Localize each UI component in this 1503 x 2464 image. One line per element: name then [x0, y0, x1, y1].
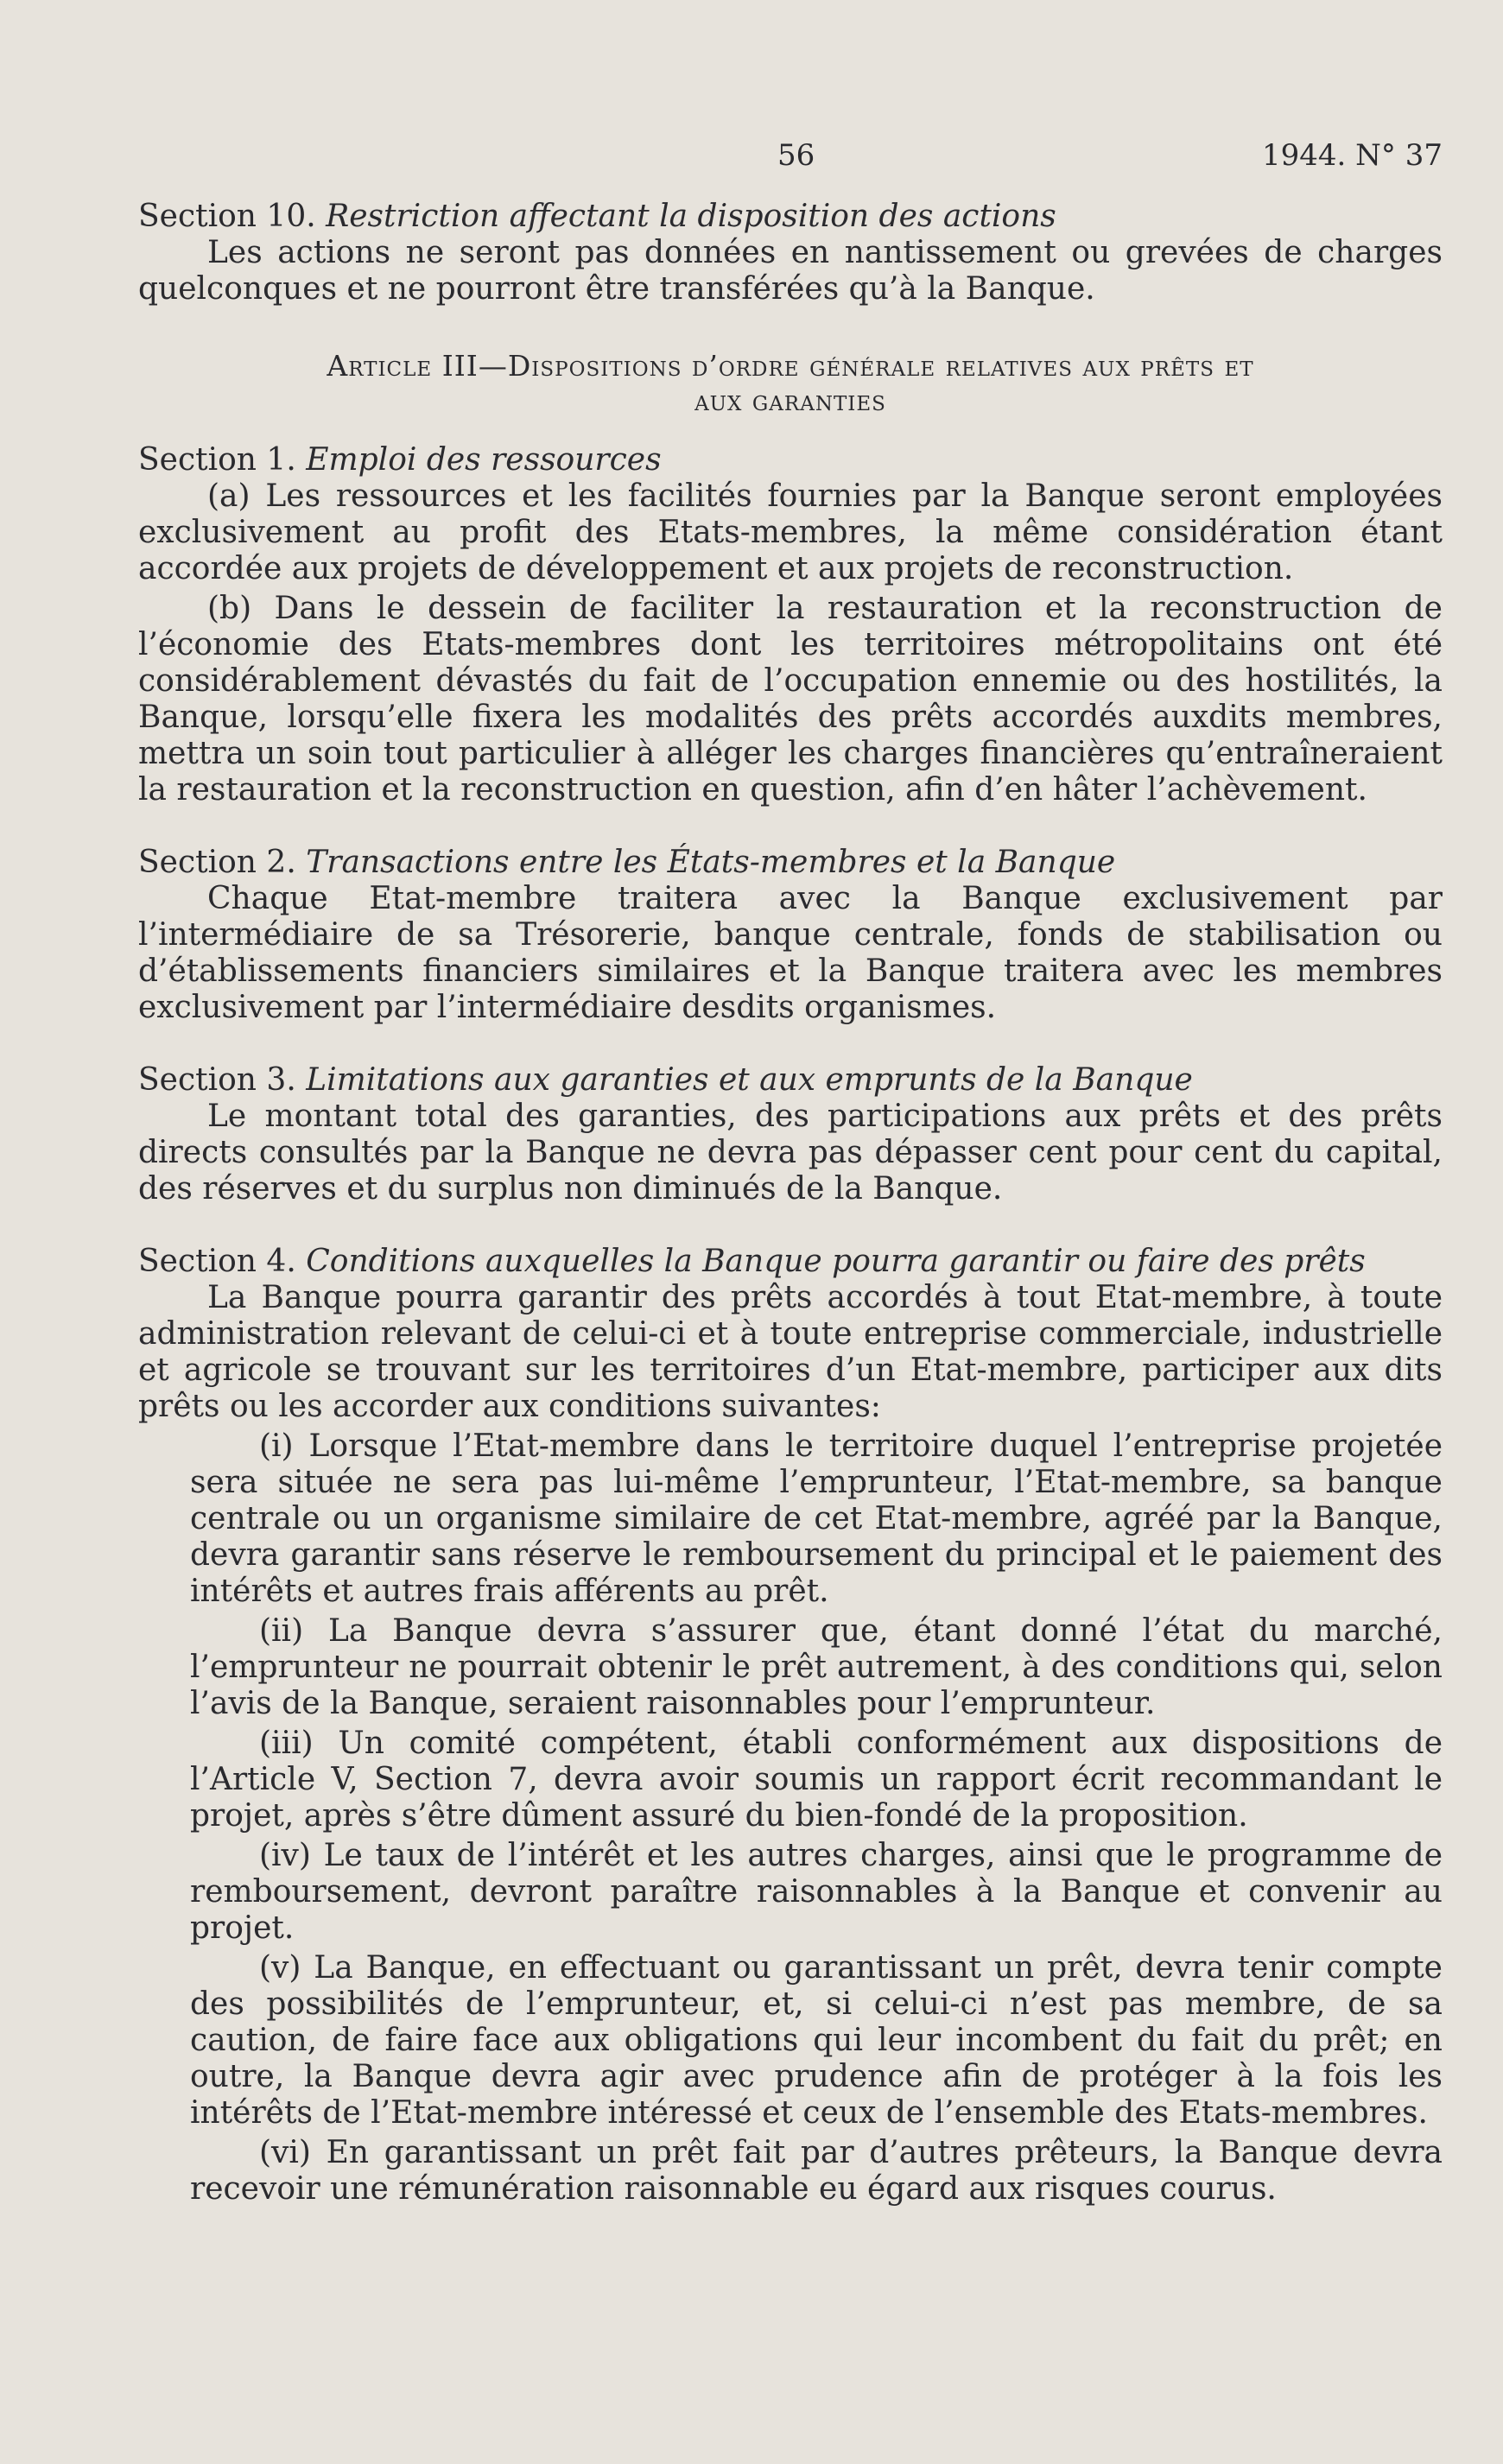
section-10-heading: [138, 199, 1443, 235]
section-4-heading: [138, 1244, 1443, 1280]
section-title: Emploi des ressources: [306, 442, 662, 478]
article-heading-line-1: Article III—Dispositions d’ordre générale relatives aux prêts et: [327, 349, 1254, 383]
section-1-heading: [138, 442, 1443, 478]
page-header: [138, 130, 1443, 181]
section-3-body: Le montant total des garanties, des participations aux prêts et des prêts directs consultés par la Banque ne devra pas dépasser cent pour cent du capital, des réserves et du surplus non diminués de la Banque.: [138, 1099, 1443, 1207]
section-4-item-iv: (iv) Le taux de l’intérêt et les autres charges, ainsi que le programme de remboursement, devront paraître raisonnables à la Banque et convenir au projet.: [190, 1838, 1443, 1946]
article-heading: [138, 349, 1443, 418]
section-2-body: Chaque Etat-membre traitera avec la Banque exclusivement par l’intermédiaire de sa Trésorerie, banque centrale, fonds de stabilisation ou d’établissements financiers similaires et la Banque traitera avec les membres exclusivement par l’intermédiaire desdits organismes.: [138, 881, 1443, 1025]
section-label: Section 4.: [138, 1244, 296, 1279]
section-4-item-vi: (vi) En garantissant un prêt fait par d’autres prêteurs, la Banque devra recevoir une rémunération raisonnable eu égard aux risques courus.: [190, 2135, 1443, 2207]
section-3-heading: [138, 1062, 1443, 1099]
section-4-item-ii: (ii) La Banque devra s’assurer que, étant donné l’état du marché, l’emprunteur ne pourrait obtenir le prêt autrement, à des conditions qui, selon l’avis de la Banque, seraient raisonnables pour l’emprunteur.: [190, 1613, 1443, 1721]
section-label: Section 10.: [138, 199, 316, 234]
page-number: 56: [777, 138, 815, 173]
section-label: Section 2.: [138, 845, 296, 880]
article-heading-line-2: aux garanties: [694, 383, 886, 417]
section-4-item-v: (v) La Banque, en effectuant ou garantissant un prêt, devra tenir compte des possibilités de l’emprunteur, et, si celui-ci n’est pas membre, de sa caution, de faire face aux obligations qui leur incombent du fait du prêt; en outre, la Banque devra agir avec prudence afin de protéger à la fois les intérêts de l’Etat-membre intéressé et ceux de l’ensemble des Etats-membres.: [190, 1950, 1443, 2131]
section-title: Conditions auxquelles la Banque pourra garantir ou faire des prêts: [306, 1244, 1366, 1279]
section-label: Section 1.: [138, 442, 296, 478]
document-body: [138, 199, 1443, 2207]
section-1-para-b: (b) Dans le dessein de faciliter la restauration et la reconstruction de l’économie des Etats-membres dont les territoires métropolitains ont été considérablement dévastés du fait de l’occupation ennemie ou des hostilités, la Banque, lorsqu’elle fixera les modalités des prêts accordés auxdits membres, mettra un soin tout particulier à alléger les charges financières qu’entraîneraient la restauration et la reconstruction en question, afin d’en hâter l’achèvement.: [138, 591, 1443, 808]
section-title: Restriction affectant la disposition des actions: [326, 199, 1056, 234]
section-4-item-iii: (iii) Un comité compétent, établi conformément aux dispositions de l’Article V, Section 7, devra avoir soumis un rapport écrit recommandant le projet, après s’être dûment assuré du bien-fondé de la proposition.: [190, 1726, 1443, 1834]
section-4-item-i: (i) Lorsque l’Etat-membre dans le territoire duquel l’entreprise projetée sera située ne sera pas lui-même l’emprunteur, l’Etat-membre, sa banque centrale ou un organisme similaire de cet Etat-membre, agréé par la Banque, devra garantir sans réserve le remboursement du principal et le paiement des intérêts et autres frais afférents au prêt.: [190, 1428, 1443, 1609]
section-title: Transactions entre les États-membres et la Banque: [306, 845, 1116, 880]
section-1-para-a: (a) Les ressources et les facilités fournies par la Banque seront employées exclusivement au profit des Etats-membres, la même considération étant accordée aux projets de développement et aux projets de reconstruction.: [138, 478, 1443, 586]
issue-number: 1944. N° 37: [1262, 138, 1443, 173]
section-label: Section 3.: [138, 1062, 296, 1098]
section-2-heading: [138, 845, 1443, 881]
section-10-body: Les actions ne seront pas données en nantissement ou grevées de charges quelconques et ne pourront être transférées qu’à la Banque.: [138, 235, 1443, 307]
section-title: Limitations aux garanties et aux emprunts de la Banque: [306, 1062, 1193, 1098]
section-4-intro: La Banque pourra garantir des prêts accordés à tout Etat-membre, à toute administration relevant de celui-ci et à toute entreprise commerciale, industrielle et agricole se trouvant sur les territoires d’un Etat-membre, participer aux dits prêts ou les accorder aux conditions suivantes:: [138, 1280, 1443, 1424]
